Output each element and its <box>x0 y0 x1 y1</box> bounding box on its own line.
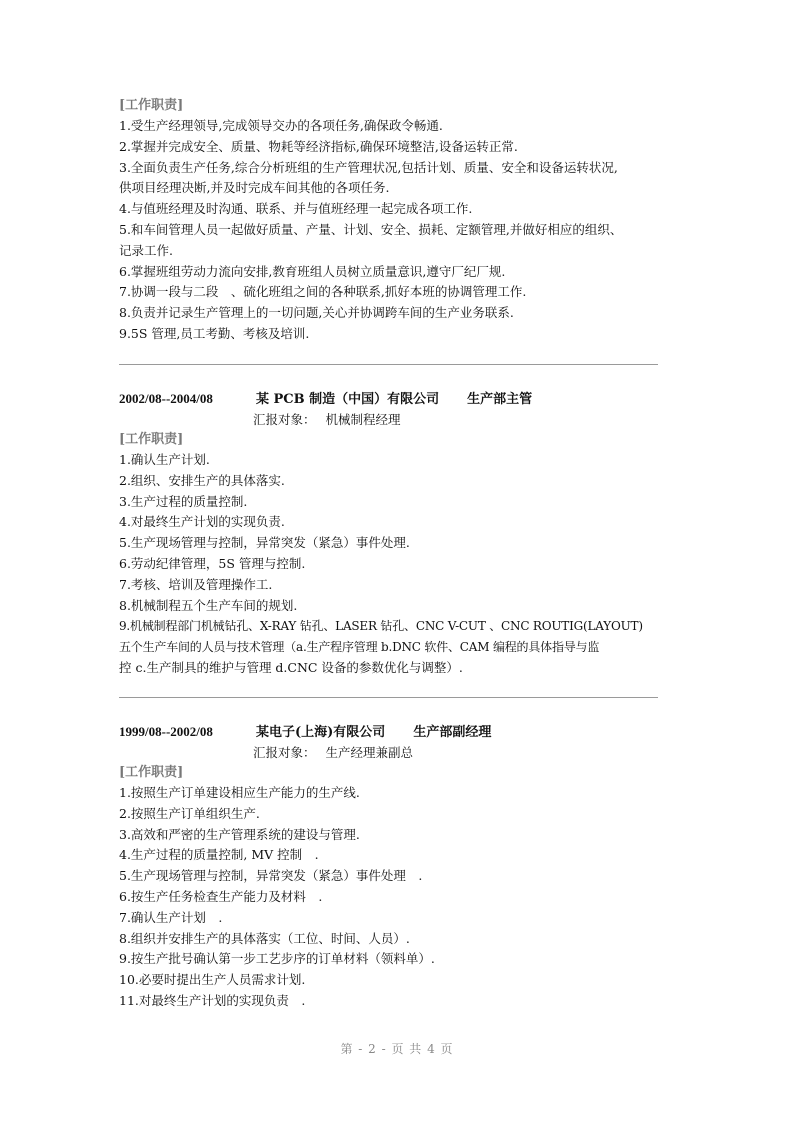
list-item: 10.必要时提出生产人员需求计划. <box>119 972 306 988</box>
section-divider <box>119 697 658 698</box>
section-heading: [工作职责] <box>119 765 184 780</box>
job-header <box>119 389 679 410</box>
list-item: 4.对最终生产计划的实现负责. <box>119 514 285 530</box>
list-item: 记录工作. <box>119 242 173 258</box>
section-divider <box>119 364 658 365</box>
list-item: 9.机械制程部门机械钻孔、X-RAY 钻孔、LASER 钻孔、CNC V-CUT 、CNC ROUTIG(LAYOUT) <box>119 619 643 634</box>
job-dates: 1999/08--2002/08 <box>119 724 213 739</box>
list-item: 2.按照生产订单组织生产. <box>119 805 260 821</box>
list-item: 2.组织、安排生产的具体落实. <box>119 472 285 488</box>
list-item: 5.生产现场管理与控制，异常突发（紧急）事件处理 . <box>119 868 423 884</box>
list-item: 6.劳动纪律管理，5S 管理与控制. <box>119 555 306 571</box>
list-item: 供项目经理决断,并及时完成车间其他的各项任务. <box>119 180 390 196</box>
job-company: 某 PCB 制造（中国）有限公司 <box>256 392 440 407</box>
section-heading: [工作职责] <box>119 98 184 113</box>
responsibilities-list <box>119 450 679 679</box>
list-item: 9.5S 管理,员工考勤、考核及培训. <box>119 325 310 341</box>
list-item: 1.受生产经理领导,完成领导交办的各项任务,确保政令畅通. <box>119 118 443 133</box>
responsibilities-list <box>119 783 679 1012</box>
list-item: 1.确认生产计划. <box>119 452 210 467</box>
list-item: 7.考核、培训及管理操作工. <box>119 576 273 592</box>
list-item: 8.负责并记录生产管理上的一切问题,关心并协调跨车间的生产业务联系. <box>119 305 514 321</box>
list-item: 2.掌握并完成安全、质量、物耗等经济指标,确保环境整洁,设备运转正常. <box>119 138 518 154</box>
report-to <box>253 743 413 763</box>
list-item: 4.与值班经理及时沟通、联系、并与值班经理一起完成各项工作. <box>119 201 473 217</box>
list-item: 9.按生产批号确认第一步工艺步序的订单材料（领料单）. <box>119 951 435 967</box>
list-item: 6.掌握班组劳动力流向安排,教育班组人员树立质量意识,遵守厂纪厂规. <box>119 263 506 279</box>
list-item: 5.和车间管理人员一起做好质量、产量、计划、安全、损耗、定额管理,并做好相应的组织、 <box>119 221 623 237</box>
responsibilities-section-3 <box>119 763 679 1012</box>
list-item: 3.高效和严密的生产管理系统的建设与管理. <box>119 826 360 842</box>
report-label: 汇报对象： <box>253 412 316 427</box>
job-header <box>119 722 679 743</box>
list-item: 五个生产车间的人员与技术管理（a.生产程序管理 b.DNC 软件、CAM 编程的具体指导与监 <box>119 640 600 655</box>
job-title: 生产部副经理 <box>413 725 492 740</box>
list-item: 11.对最终生产计划的实现负责 . <box>119 992 306 1008</box>
list-item: 3.生产过程的质量控制. <box>119 493 248 509</box>
job-title: 生产部主管 <box>467 392 533 407</box>
responsibilities-section-1 <box>119 96 679 345</box>
report-label: 汇报对象： <box>253 745 316 760</box>
list-item: 控 c.生产制具的维护与管理 d.CNC 设备的参数优化与调整）. <box>119 659 463 675</box>
list-item: 7.协调一段与二段 、硫化班组之间的各种联系,抓好本班的协调管理工作. <box>119 284 527 300</box>
list-item: 4.生产过程的质量控制, MV 控制 . <box>119 847 319 863</box>
list-item: 5.生产现场管理与控制，异常突发（紧急）事件处理. <box>119 535 410 551</box>
list-item: 6.按生产任务检查生产能力及材料 . <box>119 888 323 904</box>
list-item: 8.组织并安排生产的具体落实（工位、时间、人员）. <box>119 930 410 946</box>
list-item: 3.全面负责生产任务,综合分析班组的生产管理状况,包括计划、质量、安全和设备运转状况, <box>119 159 618 175</box>
responsibilities-list <box>119 116 679 345</box>
responsibilities-section-2 <box>119 430 679 679</box>
report-value: 生产经理兼副总 <box>325 745 414 760</box>
list-item: 1.按照生产订单建设相应生产能力的生产线. <box>119 785 360 800</box>
job-dates: 2002/08--2004/08 <box>119 391 213 406</box>
report-to <box>253 410 401 430</box>
list-item: 7.确认生产计划 . <box>119 909 223 925</box>
page-footer: 第 - 2 - 页 共 4 页 <box>340 1042 454 1056</box>
report-value: 机械制程经理 <box>325 412 401 427</box>
list-item: 8.机械制程五个生产车间的规划. <box>119 597 298 613</box>
section-heading: [工作职责] <box>119 432 184 447</box>
job-company: 某电子(上海)有限公司 <box>256 725 386 740</box>
